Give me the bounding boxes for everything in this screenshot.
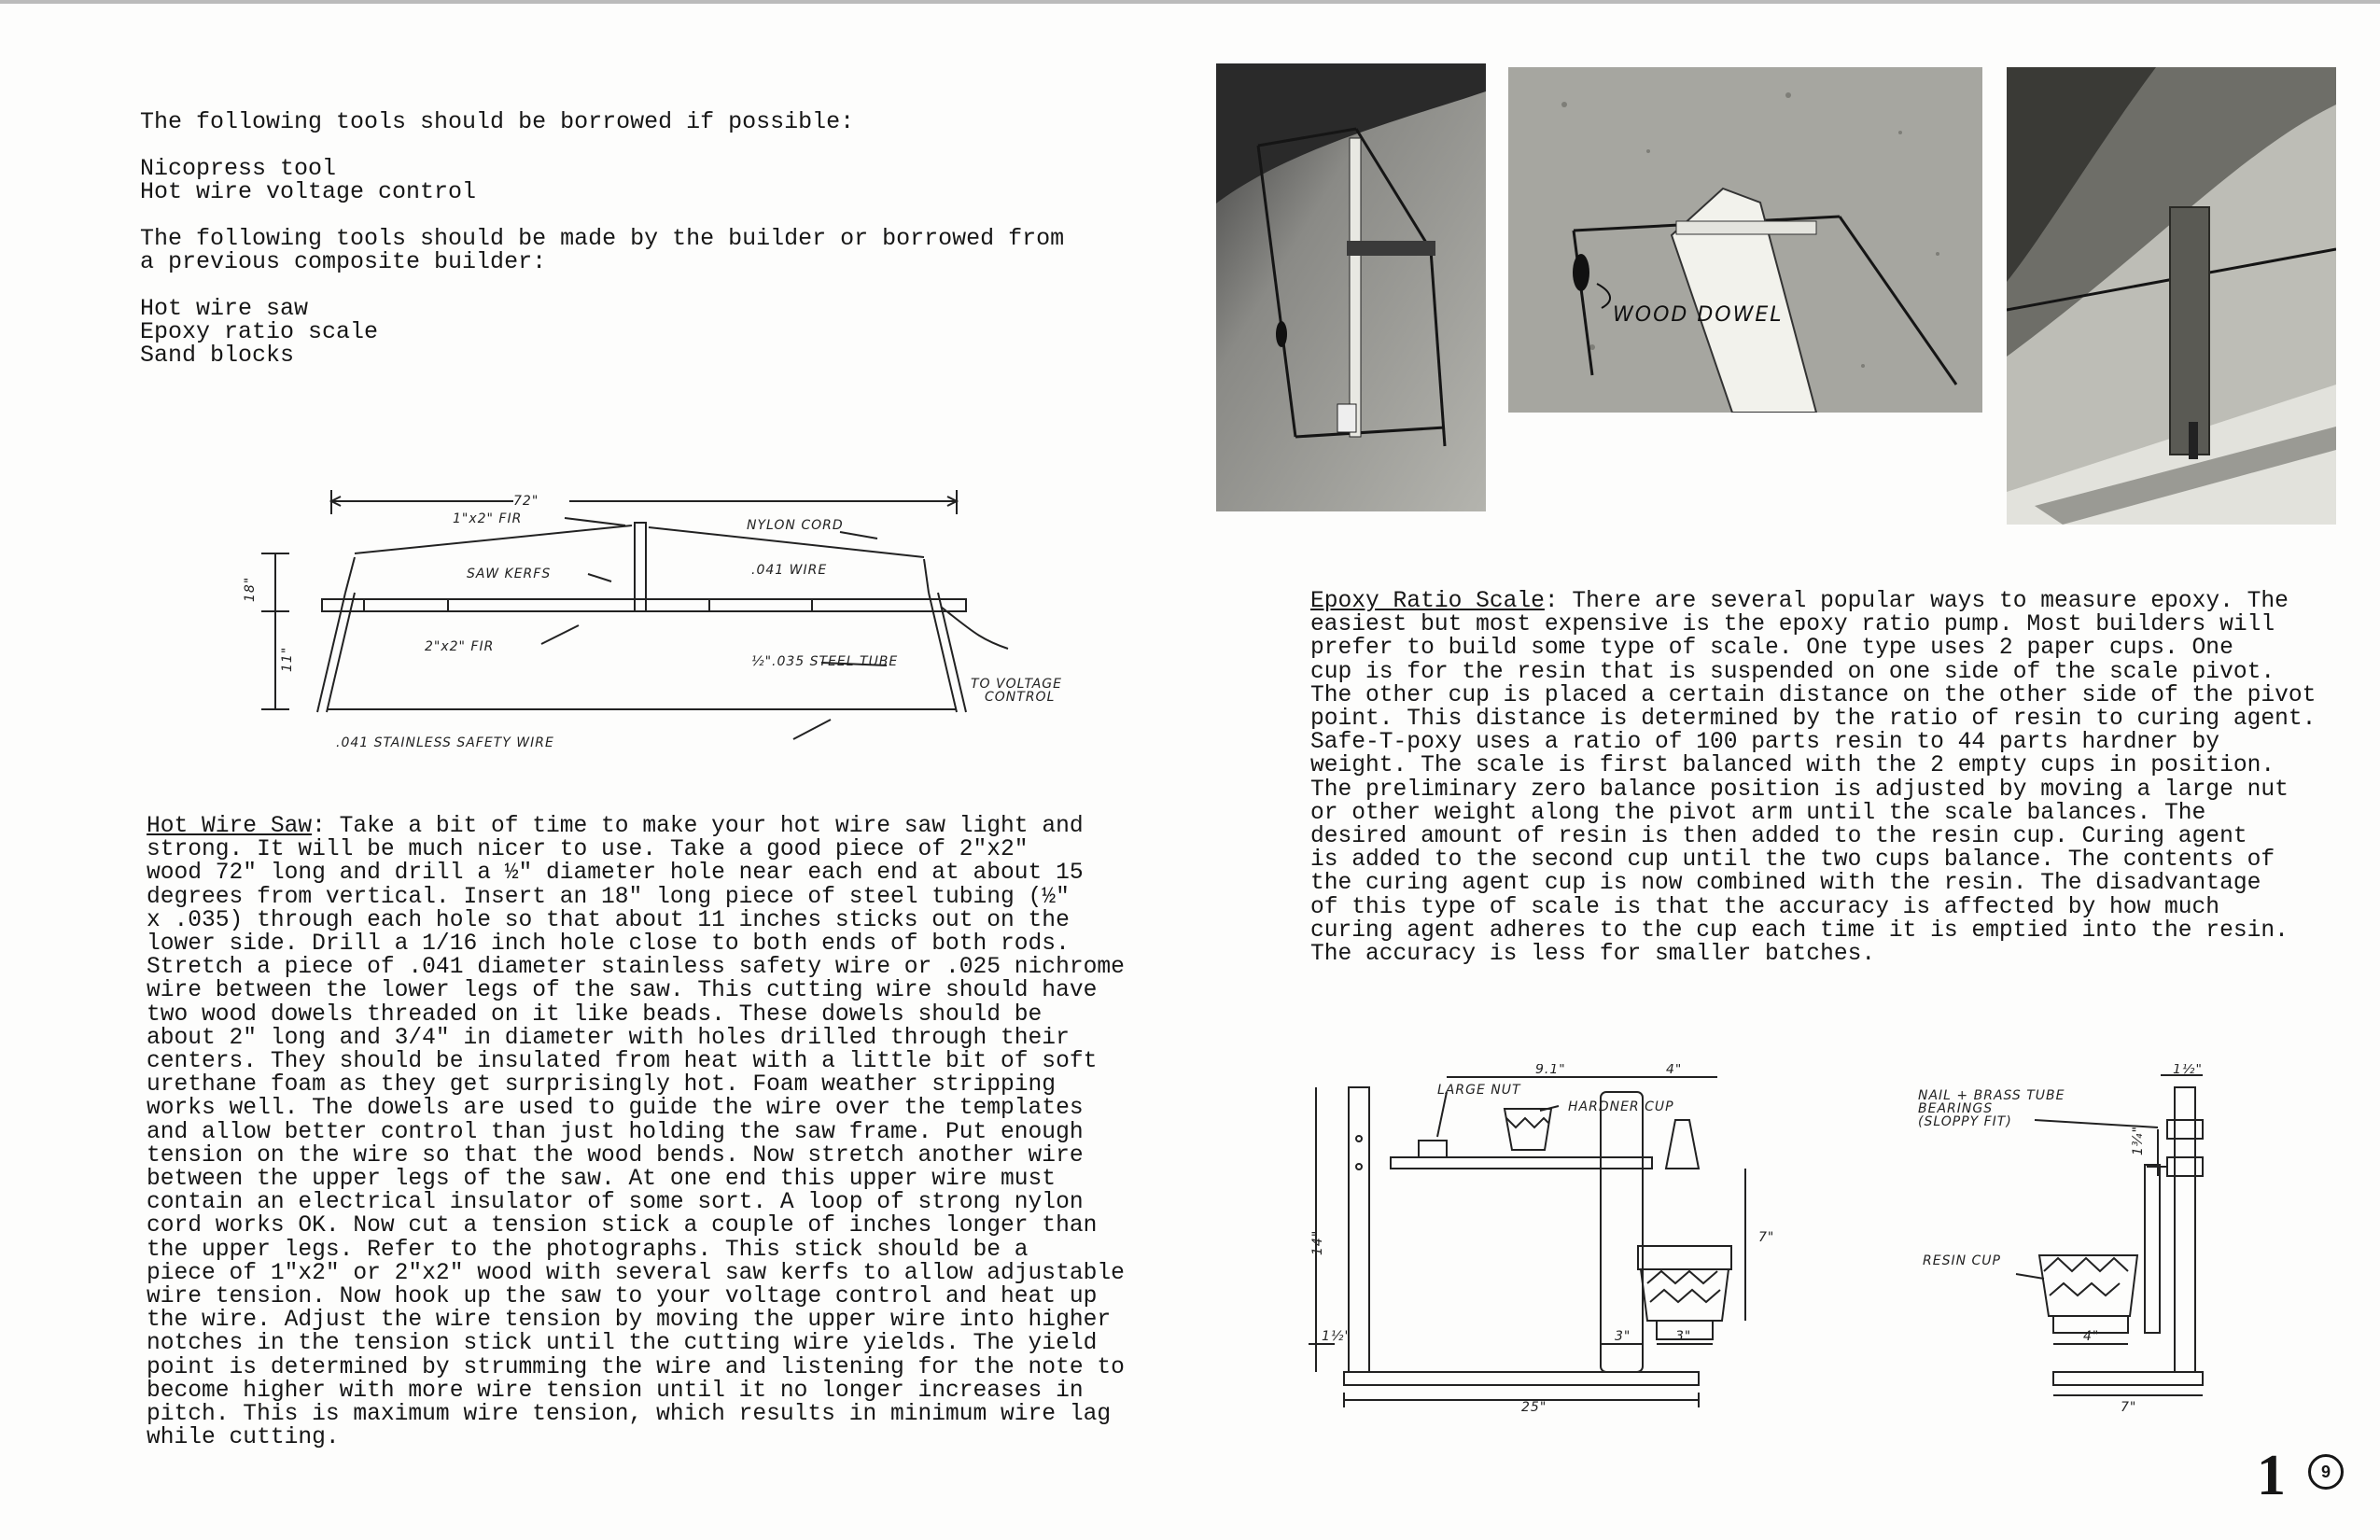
fir-2x2-label: 2"x2" FIR bbox=[425, 639, 495, 654]
dim-18-label: 18" bbox=[243, 576, 258, 602]
dim-11-label: 11" bbox=[280, 646, 295, 672]
epoxy-ratio-scale-body: : There are several popular ways to measure epoxy. The easiest but most expensive is the epoxy ratio pump. Most builders will prefer to build some type of scale. One type uses 2 paper cups. One cup is for the resin that is suspended on one side of the scale pivot. The other cup is placed a certain distance on the other side of the pivot point. This distance is determined by the ratio of resin to curing agent. Safe-T-poxy uses a ratio of 100 parts resin to 44 parts hardner by weight. The scale is first balanced with the 2 empty cups in position. The preliminary zero balance position is adjusted by moving a large nut or other weight along the pivot arm until the scale balances. The desired amount of resin is then added to the resin cup. Curing agent is added to the second cup until the two cups balance. The contents of the curing agent cup is now combined with the resin. The disadvantage of this type of scale is that the accuracy is affected by how much curing agent adheres to the cup each time it is emptied into the resin. The accuracy is less for smaller batches. bbox=[1310, 589, 2317, 968]
dim-25-label: 25" bbox=[1521, 1400, 1547, 1415]
epoxy-scale-side-diagram bbox=[1913, 1064, 2221, 1419]
hardner-cup-label: HARDNER CUP bbox=[1568, 1099, 1674, 1114]
hot-wire-saw-heading: Hot Wire Saw bbox=[147, 814, 313, 839]
epoxy-ratio-scale-heading: Epoxy Ratio Scale bbox=[1310, 589, 1545, 614]
made-list: Hot wire saw Epoxy ratio scale Sand blocks bbox=[140, 295, 379, 369]
wire-041-label: .041 WIRE bbox=[751, 563, 828, 578]
nail-tube-label: NAIL + BRASS TUBE BEARINGS (SLOPPY FIT) bbox=[1918, 1088, 2065, 1129]
hot-wire-saw-section bbox=[147, 815, 1155, 1449]
dim-4-label: 4" bbox=[1666, 1064, 1683, 1077]
side-4-label: 4" bbox=[2083, 1329, 2100, 1344]
side-1-5-label: 1½" bbox=[2173, 1064, 2203, 1077]
dim-1-5-label: 1½" bbox=[1322, 1329, 1351, 1344]
page-number-circle: 9 bbox=[2308, 1454, 2344, 1490]
steel-tube-label: ½".035 STEEL TUBE bbox=[751, 654, 899, 669]
borrow-list: Nicopress tool Hot wire voltage control bbox=[140, 155, 477, 205]
stainless-wire-label: .041 STAINLESS SAFETY WIRE bbox=[336, 735, 554, 750]
wood-dowel-label: WOOD DOWEL bbox=[1613, 303, 1784, 327]
dim-3b-label: 3" bbox=[1675, 1329, 1692, 1344]
epoxy-ratio-scale-section bbox=[1310, 590, 2328, 966]
voltage-control-label: TO VOLTAGE CONTROL bbox=[971, 677, 1063, 705]
photo-tension-stick bbox=[2007, 67, 2336, 525]
large-nut-label: LARGE NUT bbox=[1437, 1083, 1521, 1098]
made-intro: The following tools should be made by the builder or borrowed from a previous composite builder: bbox=[140, 225, 1065, 275]
dim-7-label: 7" bbox=[1758, 1230, 1775, 1245]
dim-14-label: 14" bbox=[1310, 1229, 1325, 1255]
dim-3a-label: 3" bbox=[1615, 1329, 1631, 1344]
epoxy-scale-front-diagram bbox=[1307, 1064, 1904, 1419]
borrow-intro: The following tools should be borrowed if possible: bbox=[140, 108, 855, 135]
fir-1x2-label: 1"x2" FIR bbox=[453, 511, 523, 526]
photo-saw-frame bbox=[1216, 63, 1486, 511]
page-number: 1 bbox=[2257, 1444, 2286, 1507]
saw-kerfs-label: SAW KERFS bbox=[467, 567, 552, 581]
dim-9-1-label: 9.1" bbox=[1535, 1064, 1566, 1077]
side-7-label: 7" bbox=[2121, 1400, 2137, 1415]
tool-lists bbox=[140, 110, 1148, 367]
hot-wire-saw-body: : Take a bit of time to make your hot wire saw light and strong. It will be much nicer to use. Take a good piece of 2"x2" wood 72" long and drill a ½" diameter hole near each end at about 15 degrees from vertical. Insert an 18" long piece of steel tubing (½" x .035) through each hole so that about 11 inches sticks out on the lower side. Drill a 1/16 inch hole close to both ends of both rods. Stretch a piece of .041 diameter stainless safety wire or .025 nichrome wire between the lower legs of the saw. This cutting wire should have two wood dowels threaded on it like beads. These dowels should be about 2" long and 3/4" in diameter with holes drilled through their centers. They should be insulated from heat with a little bit of soft urethane foam as they get surprisingly hot. Foam weather stripping works well. The dowels are used to guide the wire over the templates and allow better control than just holding the saw frame. Put enough tension on the wire so that the wood bends. Now stretch another wire between the upper legs of the saw. At one end this upper wire must contain an electrical insulator of some sort. A loop of strong nylon cord works OK. Now cut a tension stick a couple of inches longer than the upper legs. Refer to the photographs. This stick should be a piece of 1"x2" or 2"x2" wood with several saw kerfs to allow adjustable wire tension. Now hook up the saw to your voltage control and heat up the wire. Adjust the wire tension by moving the upper wire into higher notches in the tension stick until the cutting wire yields. The yield point is determined by strumming the wire and listening for the note to become higher with more wire tension until it no longer increases in pitch. This is maximum wire tension, which results in minimum wire lag while cutting. bbox=[147, 814, 1125, 1451]
photo-wood-dowel bbox=[1508, 67, 1982, 413]
side-1-75-label: 1¾" bbox=[2131, 1126, 2146, 1155]
nylon-cord-label: NYLON CORD bbox=[747, 518, 844, 533]
hot-wire-saw-diagram bbox=[233, 481, 1092, 761]
dim-72-label: 72" bbox=[513, 494, 539, 509]
resin-cup-label: RESIN CUP bbox=[1923, 1253, 2001, 1268]
page-fold-edge bbox=[0, 0, 2380, 4]
